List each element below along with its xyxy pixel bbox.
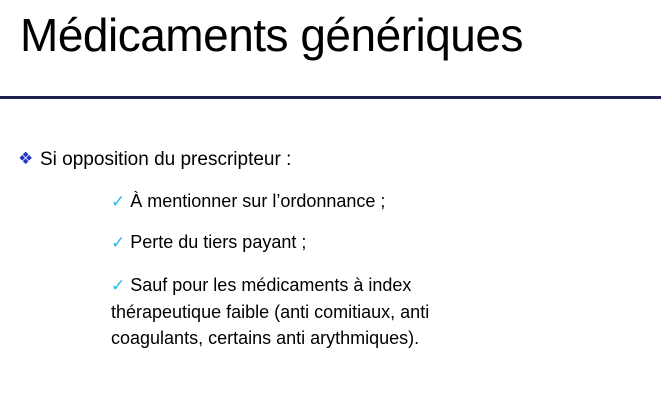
checkmark-icon: ✓ (111, 233, 126, 252)
sub-item-text: Perte du tiers payant ; (130, 232, 307, 252)
sub-item-text-line-1: Sauf pour les médicaments à index (130, 275, 412, 295)
checkmark-icon: ✓ (111, 276, 126, 295)
sub-item-text-line-3: coagulants, certains anti arythmiques). (111, 328, 420, 348)
main-bullet (18, 145, 291, 174)
sub-item-text-line-2: thérapeutique faible (anti comitiaux, anti (111, 302, 430, 322)
main-bullet-text: Si opposition du prescripteur : (40, 149, 292, 170)
sub-item-mention (111, 188, 531, 215)
slide-title: Médicaments génériques (20, 9, 523, 61)
sub-item-tiers-payant (111, 229, 531, 256)
title-divider (0, 96, 661, 99)
diamond-bullet-icon: ❖ (18, 149, 34, 168)
sub-item-text: À mentionner sur l’ordonnance ; (130, 191, 386, 211)
sub-item-exception (111, 272, 531, 351)
checkmark-icon: ✓ (111, 192, 126, 211)
